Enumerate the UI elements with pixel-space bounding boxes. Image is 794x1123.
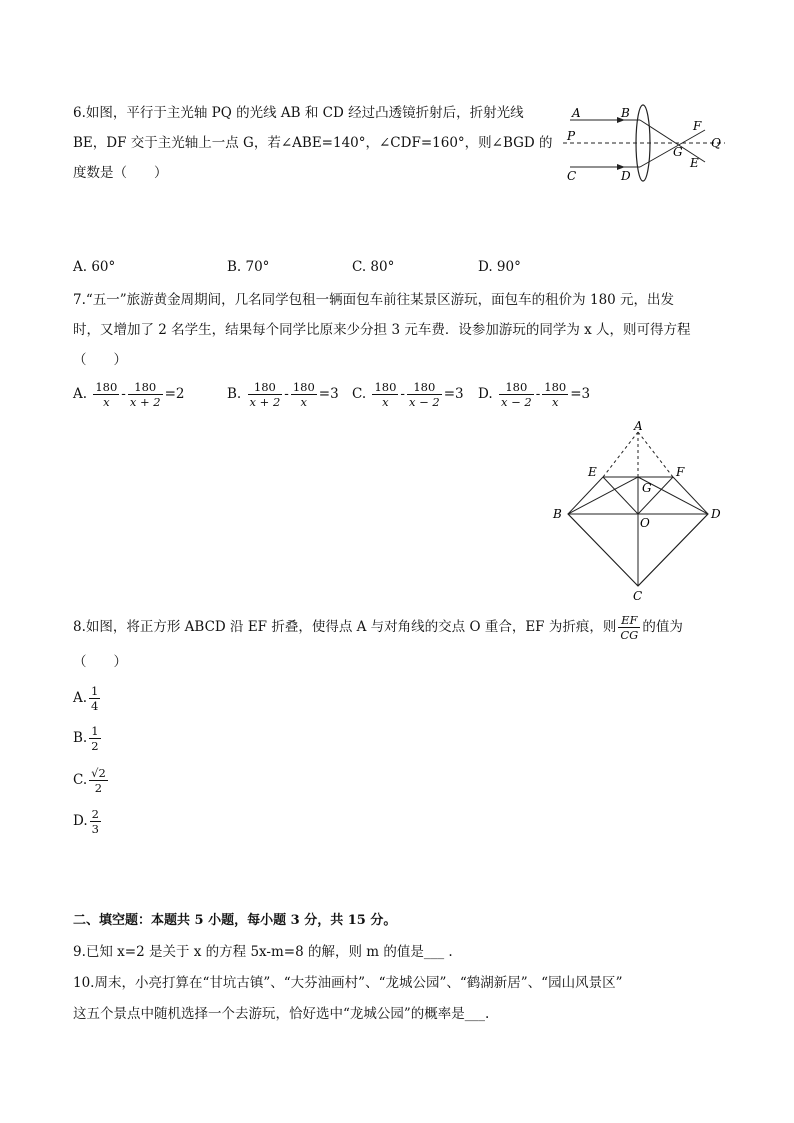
q8-option-c (73, 766, 110, 795)
q9-text: 9.已知 x=2 是关于 x 的方程 5x-m=8 的解，则 m 的值是___ . (73, 944, 453, 960)
q7-line2: 时，又增加了 2 名学生，结果每个同学比原来少分担 3 元车费．设参加游玩的同学为 x 人，则可得方程 (73, 322, 691, 338)
q7-option-a-label: A. (73, 386, 88, 402)
q8-option-d-frac: $\frac{2}{3}$ (91, 807, 99, 836)
q8-option-b-frac: $\frac{1}{2}$ (91, 724, 99, 753)
q6-line3: 度数是（ ） (73, 165, 168, 181)
q6-option-c: C. 80° (352, 259, 395, 275)
q6-label-A: A (572, 106, 581, 120)
q8-option-a-frac: $\frac{1}{4}$ (91, 684, 99, 713)
q8-line1-text: 8.如图，将正方形 ABCD 沿 EF 折叠，使得点 A 与对角线的交点 O 重合，EF 为折痕，则 (73, 619, 617, 635)
q7-option-d-label: D. (478, 386, 493, 402)
q8-option-d-label: D. (73, 813, 88, 829)
q8-option-d (73, 807, 103, 836)
q7-option-d: D. $\frac{180}{x - 2}$ - $\frac{180}{x}$ =3 (478, 380, 591, 409)
q6-label-G: G (673, 145, 683, 159)
q6-line1: 6.如图，平行于主光轴 PQ 的光线 AB 和 CD 经过凸透镜折射后，折射光线 (73, 105, 524, 121)
q7-option-b-frac2: $\frac{180}{x}$ (292, 380, 315, 409)
q6-label-F: F (693, 119, 702, 133)
q6-option-b: B. 70° (227, 259, 270, 275)
q8-label-G: G (642, 481, 652, 495)
q8-line1 (73, 612, 683, 642)
q8-option-a (73, 684, 102, 713)
q6-label-Q: Q (711, 136, 721, 150)
q7-option-b: B. $\frac{180}{x + 2}$ - $\frac{180}{x}$ =3 (227, 380, 339, 409)
q8-option-c-frac: $\frac{√2}{2}$ (91, 766, 106, 795)
q6-label-E: E (690, 156, 699, 170)
q8-label-F: F (676, 465, 685, 479)
q7-option-c-frac1: $\frac{180}{x}$ (374, 380, 397, 409)
q8-label-B: B (553, 507, 562, 521)
q8-label-D: D (711, 507, 721, 521)
q8-option-b-label: B. (73, 730, 88, 746)
q8-ratio-fraction: $\frac{EF}{CG}$ (620, 613, 639, 642)
q8-option-c-label: C. (73, 772, 88, 788)
q6-label-D: D (621, 169, 631, 183)
q8-option-a-label: A. (73, 690, 88, 706)
q8-square-figure (545, 420, 730, 605)
q6-option-d: D. 90° (478, 259, 521, 275)
q7-option-a-frac2: $\frac{180}{x + 2}$ (129, 380, 161, 409)
q8-label-O: O (640, 516, 650, 530)
q8-label-A: A (634, 420, 643, 433)
q7-line3: （ ） (73, 352, 127, 368)
q8-line2: （ ） (73, 654, 127, 670)
q7-option-b-frac1: $\frac{180}{x + 2}$ (249, 380, 281, 409)
q7-option-a: A. $\frac{180}{x}$ - $\frac{180}{x + 2}$ =2 (73, 380, 185, 409)
q7-option-b-label: B. (227, 386, 242, 402)
q6-label-C: C (567, 169, 577, 183)
q7-option-c: C. $\frac{180}{x}$ - $\frac{180}{x - 2}$ =3 (352, 380, 464, 409)
q8-line1-tail: 的值为 (642, 619, 683, 635)
q6-label-P: P (567, 129, 576, 143)
q8-label-C: C (633, 589, 643, 603)
q8-label-E: E (588, 465, 597, 479)
q7-option-d-frac1: $\frac{180}{x - 2}$ (500, 380, 532, 409)
q6-lens-figure (555, 100, 730, 190)
q7-option-a-frac1: $\frac{180}{x}$ (95, 380, 118, 409)
q6-line2: BE，DF 交于主光轴上一点 G，若∠ABE=140°，∠CDF=160°，则∠BGD 的 (73, 135, 553, 151)
section-2-title: 二、填空题：本题共 5 小题，每小题 3 分，共 15 分。 (73, 913, 397, 928)
q7-line1: 7.“五一”旅游黄金周期间，几名同学包租一辆面包车前往某景区游玩，面包车的租价为 180 元，出发 (73, 292, 675, 308)
q8-option-b (73, 724, 103, 753)
q7-option-c-label: C. (352, 386, 367, 402)
q6-option-a: A. 60° (73, 259, 116, 275)
q10-line1: 10.周末，小亮打算在“甘坑古镇”、“大芬油画村”、“龙城公园”、“鹤湖新居”、“园山风景区” (73, 975, 623, 991)
q10-line2: 这五个景点中随机选择一个去游玩，恰好选中“龙城公园”的概率是___. (73, 1006, 490, 1022)
q7-option-c-frac2: $\frac{180}{x - 2}$ (408, 380, 440, 409)
q6-label-B: B (621, 106, 630, 120)
q7-option-d-frac2: $\frac{180}{x}$ (544, 380, 567, 409)
